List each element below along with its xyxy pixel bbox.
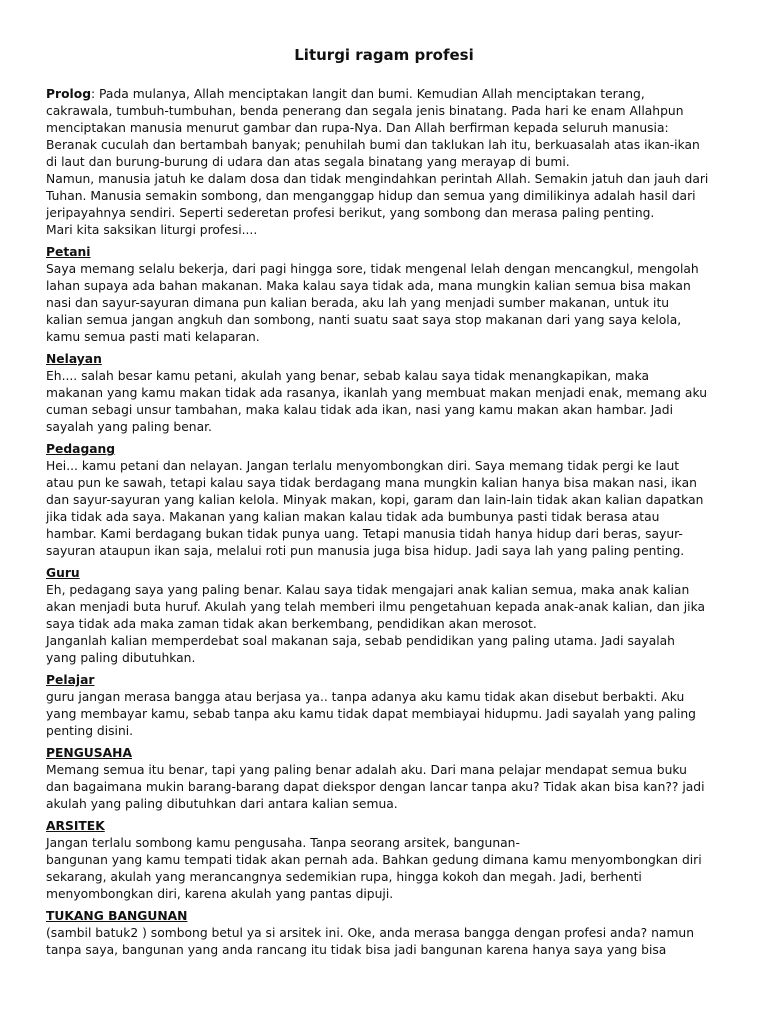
section-paragraph	[46, 835, 722, 903]
text-line: Saya memang selalu bekerja, dari pagi hingga sore, tidak mengenal lelah dengan mencangkul, mengolah	[46, 262, 699, 276]
text-line: menyombongkan diri, karena akulah yang pantas dipuji.	[46, 887, 394, 901]
text-line: dan sayur-sayuran yang kalian kelola. Minyak makan, kopi, garam dan lain-lain tidak akan kalian dapatkan	[46, 493, 704, 507]
section-tukang-bangunan	[46, 908, 722, 959]
text-line: tanpa saya, bangunan yang anda rancang itu tidak bisa jadi bangunan karena hanya saya yang bisa	[46, 943, 667, 957]
text-line: akan menjadi buta huruf. Akulah yang telah memberi ilmu pengetahuan kepada anak-anak kalian, dan jika	[46, 600, 706, 614]
text-line: : Pada mulanya, Allah menciptakan langit dan bumi. Kemudian Allah menciptakan terang,	[91, 87, 645, 101]
section-guru	[46, 565, 722, 667]
section-paragraph	[46, 762, 722, 813]
text-line: Eh.... salah besar kamu petani, akulah yang benar, sebab kalau saya tidak menangkapikan, maka	[46, 369, 650, 383]
section-heading: Petani	[46, 245, 91, 259]
text-line: cakrawala, tumbuh-tumbuhan, benda penerang dan segala jenis binatang. Pada hari ke enam Allahpun	[46, 104, 684, 118]
section-pengusaha	[46, 745, 722, 813]
text-line: sayuran ataupun ikan saja, melalui roti pun manusia juga bisa hidup. Jadi saya lah yang paling penting.	[46, 544, 685, 558]
text-line: guru jangan merasa bangga atau berjasa ya.. tanpa adanya aku kamu tidak akan disebut berbakti. Aku	[46, 690, 685, 704]
section-arsitek	[46, 818, 722, 903]
text-line: di laut dan burung-burung di udara dan atas segala binatang yang merayap di bumi.	[46, 155, 570, 169]
text-line: Hei... kamu petani dan nelayan. Jangan terlalu menyombongkan diri. Saya memang tidak pergi ke laut	[46, 459, 680, 473]
section-paragraph	[46, 458, 722, 560]
section-nelayan	[46, 351, 722, 436]
text-line: jika tidak ada saya. Makanan yang kalian makan kalau tidak ada bumbunya pasti tidak berasa atau	[46, 510, 660, 524]
section-paragraph	[46, 261, 722, 346]
section-heading: Nelayan	[46, 352, 102, 366]
text-line: Janganlah kalian memperdebat soal makanan saja, sebab pendidikan yang paling utama. Jadi sayalah	[46, 634, 675, 648]
text-line: makanan yang kamu makan tidak ada rasanya, ikanlah yang membuat makan menjadi enak, memang aku	[46, 386, 707, 400]
text-line: saya tidak ada maka zaman tidak akan berkembang, pendidikan akan merosot.	[46, 617, 537, 631]
section-paragraph	[46, 582, 722, 667]
prolog-first-line	[46, 86, 722, 103]
section-paragraph	[46, 368, 722, 436]
section-heading: TUKANG BANGUNAN	[46, 909, 188, 923]
text-line: Namun, manusia jatuh ke dalam dosa dan tidak mengindahkan perintah Allah. Semakin jatuh dan jauh dari	[46, 172, 709, 186]
text-line: Beranak cuculah dan bertambah banyak; penuhilah bumi dan taklukan lah itu, berkuasalah atas ikan-ikan	[46, 138, 700, 152]
text-line: Memang semua itu benar, tapi yang paling benar adalah aku. Dari mana pelajar mendapat semua buku	[46, 763, 687, 777]
section-heading: Pedagang	[46, 442, 116, 456]
section-petani	[46, 244, 722, 346]
text-line: atau pun ke sawah, tetapi kalau saya tidak berdagang mana mungkin kalian hanya bisa makan nasi, ikan	[46, 476, 697, 490]
section-pedagang	[46, 441, 722, 560]
text-line: nasi dan sayur-sayuran dimana pun kalian berada, aku lah yang menjadi sumber makanan, untuk itu	[46, 296, 670, 310]
section-heading: Pelajar	[46, 673, 95, 687]
text-line: kalian semua jangan angkuh dan sombong, nanti suatu saat saya stop makanan dari yang saya kelola,	[46, 313, 682, 327]
text-line: sekarang, akulah yang merancangnya sedemikian rupa, hingga kokoh dan megah. Jadi, berhenti	[46, 870, 642, 884]
document-title: Liturgi ragam profesi	[294, 46, 474, 64]
text-line: lahan supaya ada bahan makanan. Maka kalau saya tidak ada, mana mungkin kalian semua bisa makan	[46, 279, 691, 293]
section-paragraph	[46, 925, 722, 959]
sections-container	[46, 244, 722, 959]
text-line: hambar. Kami berdagang bukan tidak punya uang. Tetapi manusia tidah hanya hidup dari beras, sayur-	[46, 527, 683, 541]
text-line: menciptakan manusia menurut gambar dan rupa-Nya. Dan Allah berfirman kepada seluruh manusia:	[46, 121, 669, 135]
prolog-paragraph	[46, 86, 722, 239]
section-heading: ARSITEK	[46, 819, 105, 833]
section-heading: PENGUSAHA	[46, 746, 132, 760]
text-line: jeripayahnya sendiri. Seperti sederetan profesi berikut, yang sombong dan merasa paling penting.	[46, 206, 655, 220]
section-paragraph	[46, 689, 722, 740]
text-line: Jangan terlalu sombong kamu pengusaha. Tanpa seorang arsitek, bangunan-	[46, 836, 520, 850]
text-line: (sambil batuk2 ) sombong betul ya si arsitek ini. Oke, anda merasa bangga dengan profesi anda? namun	[46, 926, 695, 940]
text-line: dan bagaimana mukin barang-barang dapat diekspor dengan lancar tanpa aku? Tidak akan bisa kan?? jadi	[46, 780, 705, 794]
section-heading: Guru	[46, 566, 80, 580]
text-line: akulah yang paling dibutuhkan dari antara kalian semua.	[46, 797, 398, 811]
text-line: penting disini.	[46, 724, 134, 738]
text-line: Tuhan. Manusia semakin sombong, dan menganggap hidup dan semua yang dimilikinya adalah hasil dari	[46, 189, 696, 203]
text-line: cuman sebagi unsur tambahan, maka kalau tidak ada ikan, nasi yang kamu makan akan hambar. Jadi	[46, 403, 674, 417]
text-line: yang membayar kamu, sebab tanpa aku kamu tidak dapat membiayai hidupmu. Jadi sayalah yang paling	[46, 707, 696, 721]
text-line: kamu semua pasti mati kelaparan.	[46, 330, 260, 344]
text-line: sayalah yang paling benar.	[46, 420, 212, 434]
text-line: Mari kita saksikan liturgi profesi....	[46, 223, 258, 237]
text-line: yang paling dibutuhkan.	[46, 651, 196, 665]
section-pelajar	[46, 672, 722, 740]
prolog-label: Prolog	[46, 87, 91, 101]
text-line: Eh, pedagang saya yang paling benar. Kalau saya tidak mengajari anak kalian semua, maka anak kalian	[46, 583, 690, 597]
text-line: bangunan yang kamu tempati tidak akan pernah ada. Bahkan gedung dimana kamu menyombongkan diri	[46, 853, 702, 867]
